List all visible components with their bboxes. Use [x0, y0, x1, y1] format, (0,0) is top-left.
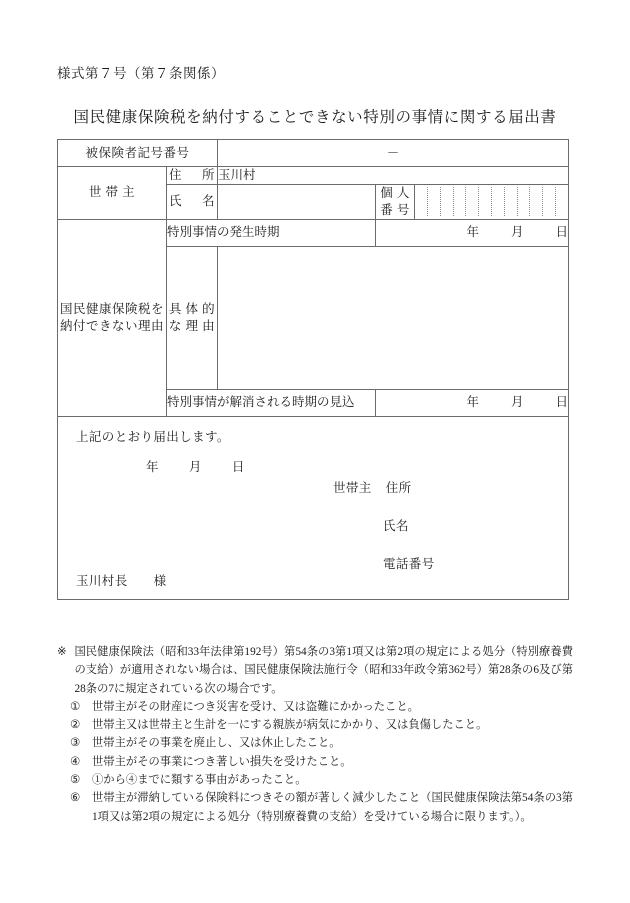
mynumber-cell[interactable] [518, 187, 531, 216]
table-row-insured-number [58, 140, 569, 167]
declaration-addressee-row [76, 573, 167, 590]
insured-number-label: 被保険者記号番号 [58, 140, 218, 167]
declaration-householder-label: 世帯主 [333, 480, 372, 495]
mynumber-value[interactable] [415, 184, 569, 219]
mynumber-label [376, 184, 415, 219]
declaration-honorific: 様 [153, 573, 167, 588]
page-title: 国民健康保険税を納付することできない特別の事情に関する届出書 [73, 109, 557, 126]
mynumber-cell[interactable] [492, 187, 505, 216]
footnote-item-text: ①から④までに類する事由があったこと。 [92, 774, 307, 787]
mynumber-label-line1: 個 人 [380, 185, 410, 200]
form-number: 様式第７号（第７条関係） [57, 66, 225, 81]
footnote-item-number: ④ [70, 755, 81, 768]
insured-number-value[interactable]: － [218, 140, 569, 167]
footnote-block [57, 643, 573, 826]
mynumber-cell[interactable] [530, 187, 543, 216]
occurrence-month-label: 月 [511, 225, 524, 240]
name-label-char-b: 名 [202, 194, 216, 209]
table-row-declaration [58, 416, 569, 599]
address-label-char-b: 所 [202, 168, 216, 182]
footnote-mark: ※ [57, 646, 67, 658]
footnote-item [57, 789, 573, 826]
mynumber-cell[interactable] [479, 187, 492, 216]
reason-label [58, 219, 167, 416]
resolution-day-label: 日 [555, 395, 569, 410]
mynumber-cell[interactable] [428, 187, 441, 216]
footnote-item-text: 世帯主又は世帯主と生計を一にする親族が病気にかかり、又は負傷したこと。 [92, 719, 488, 732]
mynumber-cell[interactable] [441, 187, 454, 216]
declaration-name-row[interactable] [383, 518, 409, 535]
declaration-addressee: 玉川村長 [76, 573, 128, 588]
detail-reason-label [167, 246, 218, 389]
footnote-list [57, 698, 573, 826]
declaration-cell [58, 416, 569, 599]
occurrence-year-label: 年 [466, 225, 479, 240]
detail-reason-label-line1: 具 体 的 [168, 301, 216, 316]
name-label-char-a: 氏 [168, 194, 182, 209]
footnote-item-text: 世帯主が滞納している保険料につきその額が著しく減少したこと（国民健康保険法第54条の3第1項又は第2項の規定による処分（特別療養費の支給）を受けている場合に限ります。）。 [92, 792, 573, 823]
declaration-day-label: 日 [231, 459, 245, 474]
detail-reason-label-line2: な 理 由 [168, 318, 216, 333]
occurrence-day-label: 日 [555, 225, 569, 240]
reason-label-line2: 納付できない理由 [59, 318, 164, 333]
declaration-phone-label: 電話番号 [383, 556, 435, 571]
table-row-address [58, 167, 569, 185]
declaration-statement: 上記のとおり届出します。 [76, 429, 230, 444]
mynumber-boxes[interactable] [415, 187, 568, 216]
resolution-date[interactable] [376, 389, 569, 416]
footnote-item-number: ③ [70, 737, 81, 750]
occurrence-date[interactable] [376, 219, 569, 246]
resolution-month-label: 月 [511, 395, 524, 410]
declaration-month-label: 月 [188, 459, 202, 474]
mynumber-cell[interactable] [454, 187, 467, 216]
footnote-header-text: 国民健康保険法（昭和33年法律第192号）第54条の3第1項又は第2項の規定による処分（特別療養費の支給）が適用されない場合は、国民健康保険法施行令（昭和33年政令第362号）第28条の6及び第28条の7に規定されている次の場合です。 [74, 646, 573, 695]
footnote-item [57, 771, 573, 789]
footnote-header [57, 643, 573, 698]
detail-reason-value[interactable] [218, 246, 569, 389]
occurrence-label: 特別事情の発生時期 [167, 219, 376, 246]
footnote-item-number: ⑤ [70, 774, 81, 787]
resolution-year-label: 年 [466, 395, 479, 410]
mynumber-label-line2: 番 号 [380, 202, 410, 217]
name-label [167, 184, 218, 219]
reason-label-line1: 国民健康保険税を [59, 301, 164, 316]
mynumber-cell[interactable] [556, 187, 568, 216]
mynumber-cell[interactable] [415, 187, 428, 216]
declaration-date[interactable] [146, 459, 245, 476]
mynumber-cell[interactable] [505, 187, 518, 216]
address-value[interactable]: 玉川村 [218, 167, 569, 185]
declaration-phone-row[interactable] [383, 556, 435, 573]
declaration-year-label: 年 [146, 459, 159, 474]
address-label-char-a: 住 [168, 168, 182, 182]
declaration-block [58, 417, 568, 599]
footnote-item [57, 734, 573, 752]
footnote-item-text: 世帯主がその事業を廃止し、又は休止したこと。 [92, 737, 341, 750]
footnote-item [57, 753, 573, 771]
householder-label: 世 帯 主 [58, 167, 167, 220]
footnote-item-number: ② [70, 719, 81, 732]
mynumber-cell[interactable] [543, 187, 556, 216]
mynumber-cell[interactable] [466, 187, 479, 216]
name-value[interactable] [218, 184, 376, 219]
address-label [167, 167, 218, 185]
footnote-item-text: 世帯主がその財産につき災害を受け、又は盗難にかかったこと。 [92, 700, 419, 713]
footnote-item-text: 世帯主がその事業につき著しい損失を受けたこと。 [92, 755, 352, 768]
resolution-label: 特別事情が解消される時期の見込 [167, 389, 376, 416]
footnote-item-number: ① [70, 700, 81, 713]
footnote-item [57, 698, 573, 716]
declaration-name-label: 氏名 [383, 518, 409, 533]
declaration-address-row[interactable] [333, 480, 412, 497]
footnote-item-number: ⑥ [70, 792, 81, 805]
application-form-table [57, 139, 569, 600]
declaration-address-label: 住所 [385, 480, 412, 495]
footnote-item [57, 716, 573, 734]
table-row-occurrence [58, 219, 569, 246]
